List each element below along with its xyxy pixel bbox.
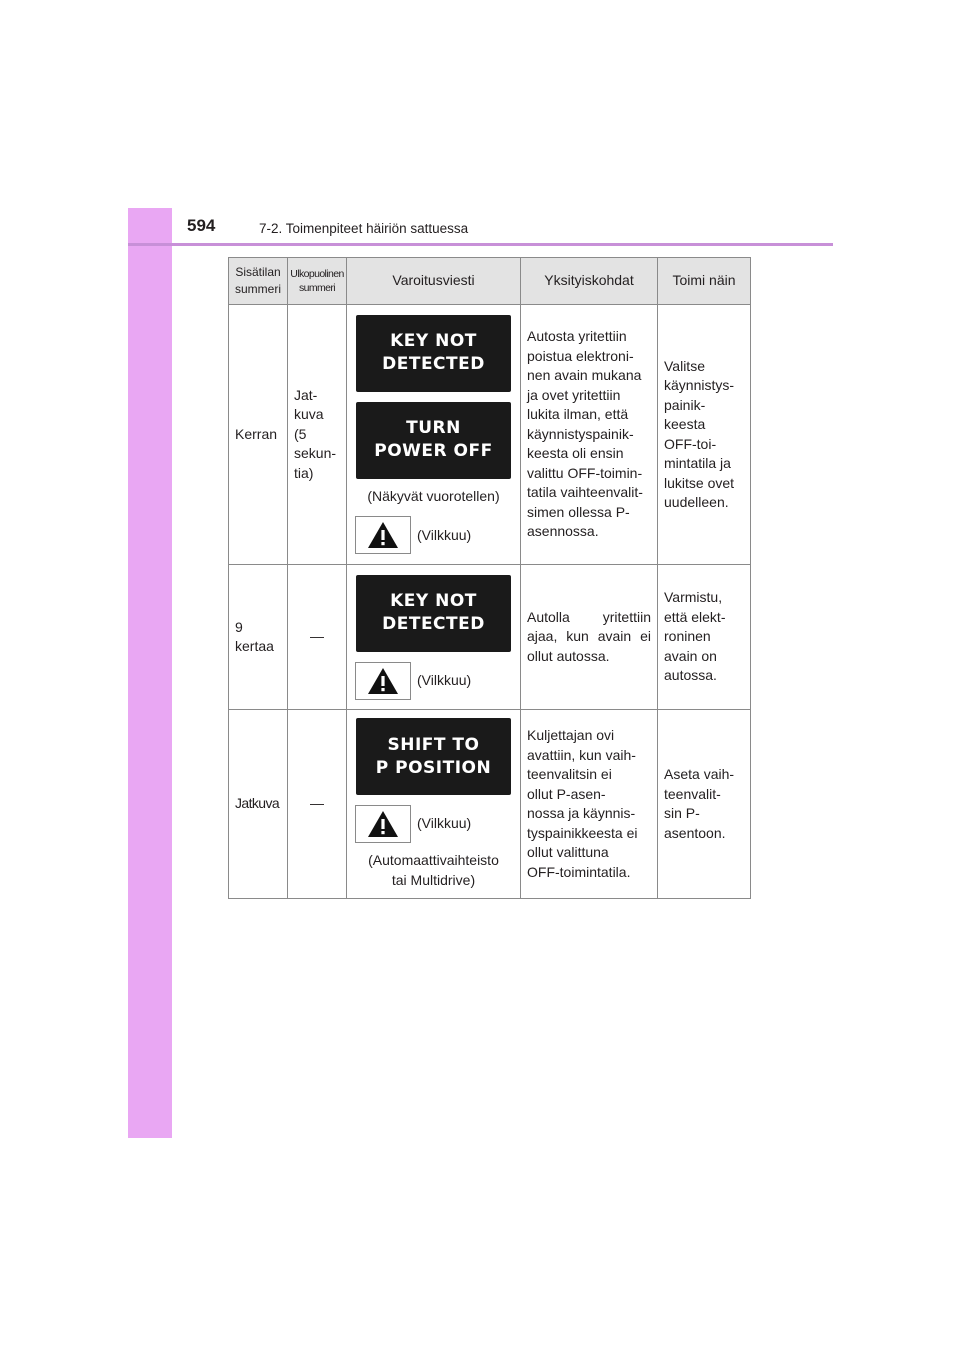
- warning-triangle-icon: [355, 805, 411, 843]
- header-divider: [128, 243, 833, 246]
- display-message-turn-power-off: [356, 402, 511, 479]
- cell-action: [658, 305, 751, 565]
- text-line: kertaa: [235, 638, 274, 654]
- text-line: Varmistu,: [664, 589, 723, 606]
- table-header-row: [229, 258, 751, 305]
- header-interior-buzzer-line1: Sisätilan: [235, 265, 281, 279]
- section-title: 7-2. Toimenpiteet häiriön sattuessa: [259, 221, 469, 236]
- text-line: ajaa, kun avain ei: [527, 628, 651, 645]
- text-line: teenvalitsin ei: [527, 766, 612, 782]
- header-exterior-buzzer: [288, 258, 347, 305]
- cell-action: [658, 710, 751, 899]
- cell-interior-buzzer: Jatkuva: [229, 710, 288, 899]
- text-line: keesta oli ensin: [527, 445, 624, 462]
- text-line: valittu OFF-toimin-: [527, 464, 643, 481]
- text-line: teenvalit-: [664, 785, 721, 802]
- text-line: uudelleen.: [664, 494, 729, 510]
- text-line: Autolla yritettiin: [527, 608, 651, 625]
- header-action: Toimi näin: [658, 258, 751, 305]
- display-text-line: KEY NOT: [390, 331, 477, 352]
- header-interior-buzzer-line2: summeri: [234, 282, 281, 296]
- cell-exterior-buzzer: —: [288, 710, 347, 899]
- text-line: 9: [235, 618, 243, 635]
- text-line: ollut autossa.: [527, 647, 610, 664]
- text-line: ollut valittuna: [527, 844, 609, 860]
- warning-triangle-icon: [355, 662, 411, 700]
- cell-action: [658, 565, 751, 710]
- display-text-line: DETECTED: [382, 354, 485, 375]
- header-details: Yksityiskohdat: [521, 258, 658, 305]
- display-text-line: POWER OFF: [374, 441, 493, 462]
- header-exterior-buzzer-line1: Ulkopuolinen: [290, 268, 344, 280]
- blinking-label: (Vilkkuu): [417, 526, 472, 543]
- cell-details: [521, 710, 658, 899]
- cell-interior-buzzer: [229, 565, 288, 710]
- text-line: nen avain mukana: [527, 367, 642, 384]
- text-line: sin P-: [664, 805, 700, 821]
- display-text-line: P POSITION: [375, 757, 492, 778]
- table-row: [229, 710, 751, 899]
- text-line: Kuljettajan ovi: [527, 727, 615, 743]
- table-row: [229, 305, 751, 565]
- display-text-line: TURN: [406, 418, 461, 439]
- text-line: painik-: [664, 396, 706, 413]
- blinking-label: (Vilkkuu): [417, 671, 472, 688]
- header-exterior-buzzer-line2: summeri: [298, 282, 336, 294]
- display-text-line: DETECTED: [382, 614, 485, 634]
- text-line: mintatila ja: [664, 455, 731, 471]
- text-line: asentoon.: [664, 824, 726, 841]
- text-line: tai Multidrive): [391, 871, 476, 888]
- text-line: Valitse: [664, 357, 705, 374]
- cell-exterior-buzzer: [288, 305, 347, 565]
- text-line: roninen: [664, 628, 711, 645]
- text-line: avain on: [664, 647, 717, 664]
- cell-interior-buzzer: Kerran: [229, 305, 288, 565]
- text-line: lukitse ovet: [664, 474, 735, 491]
- alternating-note: (Näkyvät vuorotellen): [367, 487, 500, 504]
- display-text-line: SHIFT TO: [387, 734, 480, 755]
- text-line: (5: [294, 425, 307, 442]
- cell-warning-message: [347, 305, 521, 565]
- cell-warning-message: [347, 565, 521, 710]
- page-number: 594: [187, 216, 216, 235]
- text-line: tyspainikkeesta ei: [527, 824, 638, 841]
- display-message-key-not-detected: [356, 575, 511, 652]
- text-line: keesta: [664, 416, 706, 432]
- text-line: Aseta vaih-: [664, 766, 735, 782]
- warning-triangle-icon: [355, 516, 411, 554]
- text-line: tatila vaihteenvalit-: [527, 484, 643, 501]
- text-line: (Automaattivaihteisto: [368, 852, 499, 868]
- text-line: sekun-: [294, 445, 337, 462]
- cell-details: [521, 565, 658, 710]
- cell-exterior-buzzer: —: [288, 565, 347, 710]
- display-message-key-not-detected: [356, 315, 511, 392]
- text-line: käynnistys-: [664, 377, 735, 393]
- warning-indicator: [355, 805, 512, 843]
- blinking-label: (Vilkkuu): [417, 815, 472, 832]
- text-line: Jat-: [294, 386, 318, 403]
- text-line: että elekt-: [664, 608, 726, 625]
- text-line: OFF-toi-: [664, 435, 717, 452]
- text-line: OFF-toimintatila.: [527, 863, 631, 880]
- text-line: poistua elektroni-: [527, 347, 634, 364]
- text-line: asennossa.: [527, 523, 599, 540]
- display-message-shift-to-p-position: [356, 718, 511, 795]
- text-line: simen ollessa P-: [527, 503, 630, 520]
- header-interior-buzzer: [229, 258, 288, 305]
- text-line: tia): [294, 464, 314, 481]
- text-line: avattiin, kun vaih-: [527, 746, 636, 763]
- text-line: ollut P-asen-: [527, 785, 606, 802]
- warning-indicator: [355, 662, 512, 700]
- text-line: Autosta yritettiin: [527, 328, 627, 345]
- text-line: ja ovet yritettiin: [527, 386, 621, 403]
- text-line: lukita ilman, että: [527, 406, 629, 423]
- text-line: nossa ja käynnis-: [527, 805, 636, 821]
- warning-indicator: [355, 516, 512, 554]
- chapter-sidebar-tab: [128, 208, 172, 1138]
- cell-warning-message: [347, 710, 521, 899]
- header-warning-message: Varoitusviesti: [347, 258, 521, 305]
- cell-details: [521, 305, 658, 565]
- warning-table: [228, 257, 751, 899]
- transmission-note: [355, 851, 512, 890]
- text-line: autossa.: [664, 667, 717, 684]
- text-line: käynnistyspainik-: [527, 425, 634, 442]
- display-text-line: KEY NOT: [390, 591, 477, 611]
- text-line: kuva: [294, 406, 324, 423]
- table-row: [229, 565, 751, 710]
